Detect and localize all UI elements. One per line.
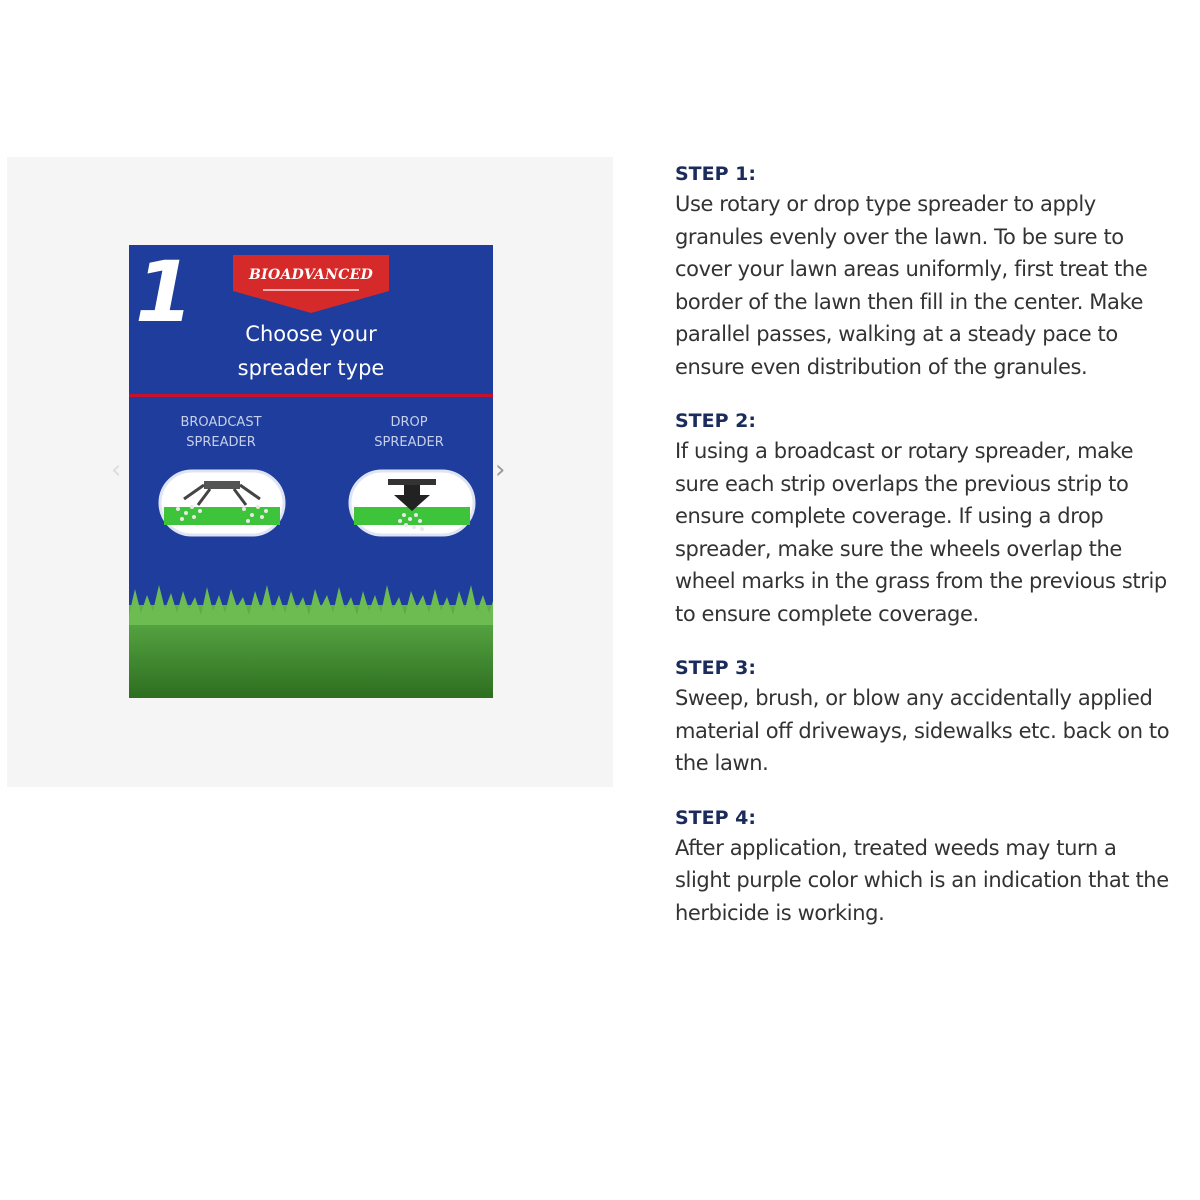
- step-block: [675, 654, 1175, 780]
- card-step-number: 1: [135, 245, 194, 341]
- brand-logo-text: BIOADVANCED: [248, 267, 374, 283]
- step-block: [675, 804, 1175, 930]
- previous-image-arrow-icon[interactable]: ‹: [111, 455, 122, 485]
- step-title: STEP 3:: [675, 657, 756, 679]
- image-gallery: [7, 157, 613, 787]
- step-title: STEP 2:: [675, 410, 756, 432]
- brand-logo: [233, 255, 389, 315]
- step-description: Use rotary or drop type spreader to apply granules evenly over the lawn. To be sure to cover your lawn areas uniformly, first treat the border of the lawn then fill in the center. Make parallel passes, walking at a steady pace to ensure even distribution of the granules.: [675, 192, 1148, 379]
- card-title-line-2: spreader type: [237, 356, 385, 380]
- card-title-line-1: Choose your: [245, 322, 377, 346]
- step-description: If using a broadcast or rotary spreader, make sure each strip overlaps the previous strip to ensure complete coverage. If using a drop spreader, make sure the wheels overlap the wheel marks in the grass from the previous strip to ensure complete coverage.: [675, 439, 1167, 626]
- broadcast-spreader-icon: [158, 469, 286, 537]
- steps-list: [675, 160, 1175, 953]
- instruction-card-image: [129, 245, 493, 698]
- card-divider: [129, 394, 493, 397]
- next-image-arrow-icon[interactable]: ›: [495, 455, 506, 485]
- card-title: [209, 317, 413, 385]
- step-block: [675, 160, 1175, 383]
- grass-image: [129, 585, 493, 698]
- step-description: Sweep, brush, or blow any accidentally applied material off driveways, sidewalks etc. back on to the lawn.: [675, 686, 1170, 775]
- drop-spreader-label: DROP SPREADER: [374, 415, 444, 450]
- step-block: [675, 407, 1175, 630]
- step-title: STEP 4:: [675, 806, 756, 829]
- step-description: After application, treated weeds may turn a slight purple color which is an indication that the herbicide is working.: [675, 835, 1169, 925]
- broadcast-spreader-label: BROADCAST SPREADER: [180, 415, 262, 450]
- drop-spreader-icon: [348, 469, 476, 537]
- step-title: STEP 1:: [675, 163, 756, 185]
